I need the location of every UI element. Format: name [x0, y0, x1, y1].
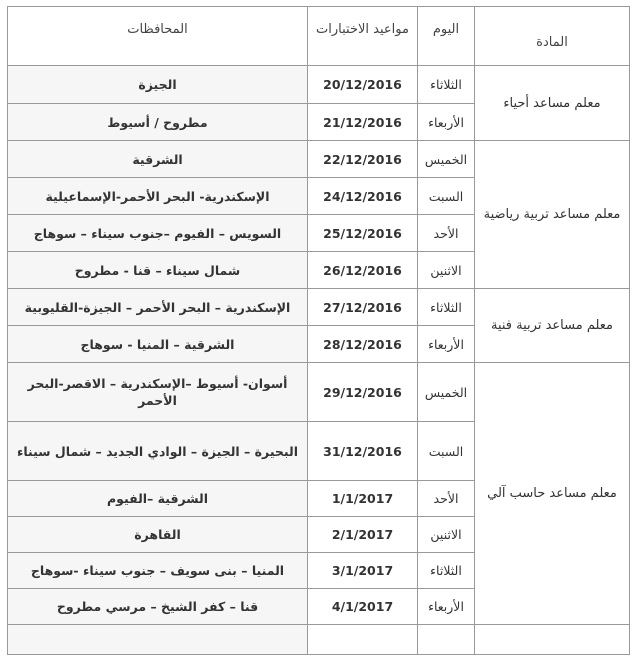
- subject-cell: معلم مساعد تربية فنية: [475, 289, 630, 363]
- day-cell: الاثنين: [418, 252, 475, 289]
- date-cell: 3/1/2017: [308, 553, 418, 589]
- day-cell: الأربعاء: [418, 589, 475, 625]
- subject-cell: [475, 625, 630, 655]
- date-cell: 29/12/2016: [308, 363, 418, 422]
- date-cell: 4/1/2017: [308, 589, 418, 625]
- governorates-cell: مطروح / أسيوط: [8, 104, 308, 141]
- day-cell: الأحد: [418, 215, 475, 252]
- governorates-cell: قنا – كفر الشيخ – مرسي مطروح: [8, 589, 308, 625]
- governorates-cell: القاهرة: [8, 517, 308, 553]
- governorates-cell: البحيرة – الجيزة – الوادي الجديد – شمال سيناء: [8, 422, 308, 481]
- date-cell: 24/12/2016: [308, 178, 418, 215]
- governorates-cell: أسوان- أسيوط –الإسكندرية – الاقصر-البحر الأحمر: [8, 363, 308, 422]
- date-cell: 20/12/2016: [308, 66, 418, 104]
- day-cell: الأربعاء: [418, 326, 475, 363]
- day-cell: الاثنين: [418, 517, 475, 553]
- table-row: [8, 363, 630, 422]
- header-governorates: المحافظات: [8, 7, 308, 66]
- date-cell: 21/12/2016: [308, 104, 418, 141]
- date-cell: 28/12/2016: [308, 326, 418, 363]
- table-row: [8, 141, 630, 178]
- governorates-cell: الشرقية – المنيا - سوهاج: [8, 326, 308, 363]
- header-row: [8, 7, 630, 66]
- day-cell: السبت: [418, 178, 475, 215]
- table-row-cutoff: [8, 625, 630, 655]
- governorates-cell: [8, 625, 308, 655]
- governorates-cell: المنيا – بنى سويف – جنوب سيناء -سوهاج: [8, 553, 308, 589]
- date-cell: 31/12/2016: [308, 422, 418, 481]
- day-cell: الثلاثاء: [418, 66, 475, 104]
- day-cell: الأربعاء: [418, 104, 475, 141]
- document-frame: [4, 6, 630, 669]
- governorates-cell: شمال سيناء – قنا - مطروح: [8, 252, 308, 289]
- day-cell: الثلاثاء: [418, 289, 475, 326]
- governorates-cell: الشرقية –الفيوم: [8, 481, 308, 517]
- day-cell: الخميس: [418, 141, 475, 178]
- date-cell: [308, 625, 418, 655]
- header-date: مواعيد الاختبارات: [308, 7, 418, 66]
- table-row: [8, 66, 630, 104]
- governorates-cell: الجيزة: [8, 66, 308, 104]
- subject-cell: معلم مساعد أحياء: [475, 66, 630, 141]
- exam-schedule-table: [7, 6, 630, 655]
- subject-cell: معلم مساعد حاسب آلي: [475, 363, 630, 625]
- date-cell: 1/1/2017: [308, 481, 418, 517]
- date-cell: 25/12/2016: [308, 215, 418, 252]
- day-cell: الأحد: [418, 481, 475, 517]
- governorates-cell: الإسكندرية – البحر الأحمر – الجيزة-القليوبية: [8, 289, 308, 326]
- governorates-cell: السويس – الفيوم –جنوب سيناء – سوهاج: [8, 215, 308, 252]
- date-cell: 26/12/2016: [308, 252, 418, 289]
- date-cell: 2/1/2017: [308, 517, 418, 553]
- day-cell: السبت: [418, 422, 475, 481]
- subject-cell: معلم مساعد تربية رياضية: [475, 141, 630, 289]
- governorates-cell: الإسكندرية- البحر الأحمر-الإسماعيلية: [8, 178, 308, 215]
- table-row: [8, 289, 630, 326]
- day-cell: الخميس: [418, 363, 475, 422]
- day-cell: الثلاثاء: [418, 553, 475, 589]
- header-subject: المادة: [475, 7, 630, 66]
- governorates-cell: الشرقية: [8, 141, 308, 178]
- date-cell: 27/12/2016: [308, 289, 418, 326]
- day-cell: [418, 625, 475, 655]
- header-day: اليوم: [418, 7, 475, 66]
- date-cell: 22/12/2016: [308, 141, 418, 178]
